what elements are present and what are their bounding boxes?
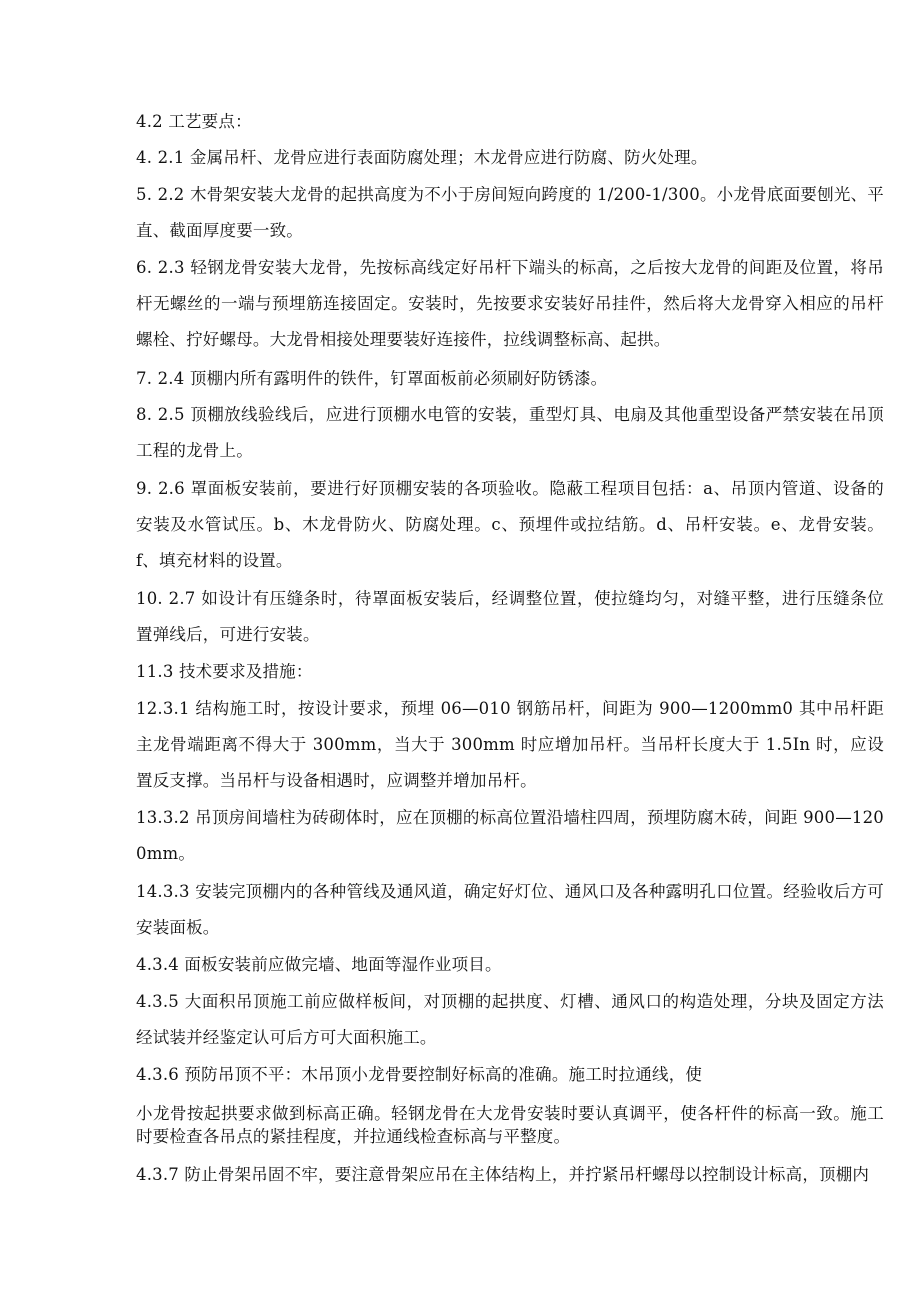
section-heading-3: 11.3 技术要求及措施：	[136, 662, 313, 681]
section-heading-4-2: 4.2 工艺要点：	[136, 112, 252, 131]
paragraph-item-4: 4. 2.1 金属吊杆、龙骨应进行表面防腐处理；木龙骨应进行防腐、防火处理。	[136, 148, 708, 167]
paragraph-item-6: 6. 2.3 轻钢龙骨安装大龙骨，先按标高线定好吊杆下端头的标高，之后按大龙骨的间距及位置，将吊杆无螺丝的一端与预埋筋连接固定。安装时，先按要求安装好吊挂件，然后将大龙骨穿入相应的吊杆螺栓、拧好螺母。大龙骨相接处理要装好连接件，拉线调整标高、起拱。	[136, 258, 884, 349]
paragraph-item-9: 9. 2.6 罩面板安装前，要进行好顶棚安装的各项验收。隐蔽工程项目包括：a、吊顶内管道、设备的安装及水管试压。b、木龙骨防火、防腐处理。c、预埋件或拉结筋。d、吊杆安装。e、龙骨安装。f、填充材料的设置。	[136, 479, 884, 570]
paragraph-item-14: 14.3.3 安装完顶棚内的各种管线及通风道，确定好灯位、通风口及各种露明孔口位置。经验收后方可安装面板。	[136, 882, 884, 937]
paragraph-item-4-3-5: 4.3.5 大面积吊顶施工前应做样板间，对顶棚的起拱度、灯槽、通风口的构造处理，分块及固定方法经试装并经鉴定认可后方可大面积施工。	[136, 992, 884, 1047]
paragraph-item-4-3-4: 4.3.4 面板安装前应做完墙、地面等湿作业项目。	[136, 955, 502, 974]
paragraph-item-4-3-7: 4.3.7 防止骨架吊固不牢，要注意骨架应吊在主体结构上，并拧紧吊杆螺母以控制设计标高，顶棚内	[136, 1165, 870, 1184]
paragraph-item-7: 7. 2.4 顶棚内所有露明件的铁件，钉罩面板前必须刷好防锈漆。	[136, 369, 608, 388]
paragraph-item-8: 8. 2.5 顶棚放线验线后，应进行顶棚水电管的安装，重型灯具、电扇及其他重型设备严禁安装在吊顶工程的龙骨上。	[136, 405, 884, 460]
paragraph-item-13: 13.3.2 吊顶房间墙柱为砖砌体时，应在顶棚的标高位置沿墙柱四周，预埋防腐木砖，间距 900—1200mm。	[136, 808, 884, 863]
paragraph-item-4-3-6-continued: 小龙骨按起拱要求做到标高正确。轻钢龙骨在大龙骨安装时要认真调平，使各杆件的标高一致。施工时要检查各吊点的紧挂程度，并拉通线检查标高与平整度。	[136, 1104, 884, 1146]
paragraph-item-10: 10. 2.7 如设计有压缝条时，待罩面板安装后，经调整位置，使拉缝均匀，对缝平整，进行压缝条位置弹线后，可进行安装。	[136, 589, 884, 644]
paragraph-item-5: 5. 2.2 木骨架安装大龙骨的起拱高度为不小于房间短向跨度的 1/200-1/300。小龙骨底面要刨光、平直、截面厚度要一致。	[136, 185, 884, 240]
paragraph-item-12: 12.3.1 结构施工时，按设计要求，预埋 06—010 钢筋吊杆，间距为 900—1200mm0 其中吊杆距主龙骨端距离不得大于 300mm，当大于 300mm 时应增加吊杆。当吊杆长度大于 1.5In 时，应设置反支撑。当吊杆与设备相遇时，应调整并增加吊杆。	[136, 699, 884, 790]
paragraph-item-4-3-6: 4.3.6 预防吊顶不平：木吊顶小龙骨要控制好标高的准确。施工时拉通线，使	[136, 1065, 703, 1084]
